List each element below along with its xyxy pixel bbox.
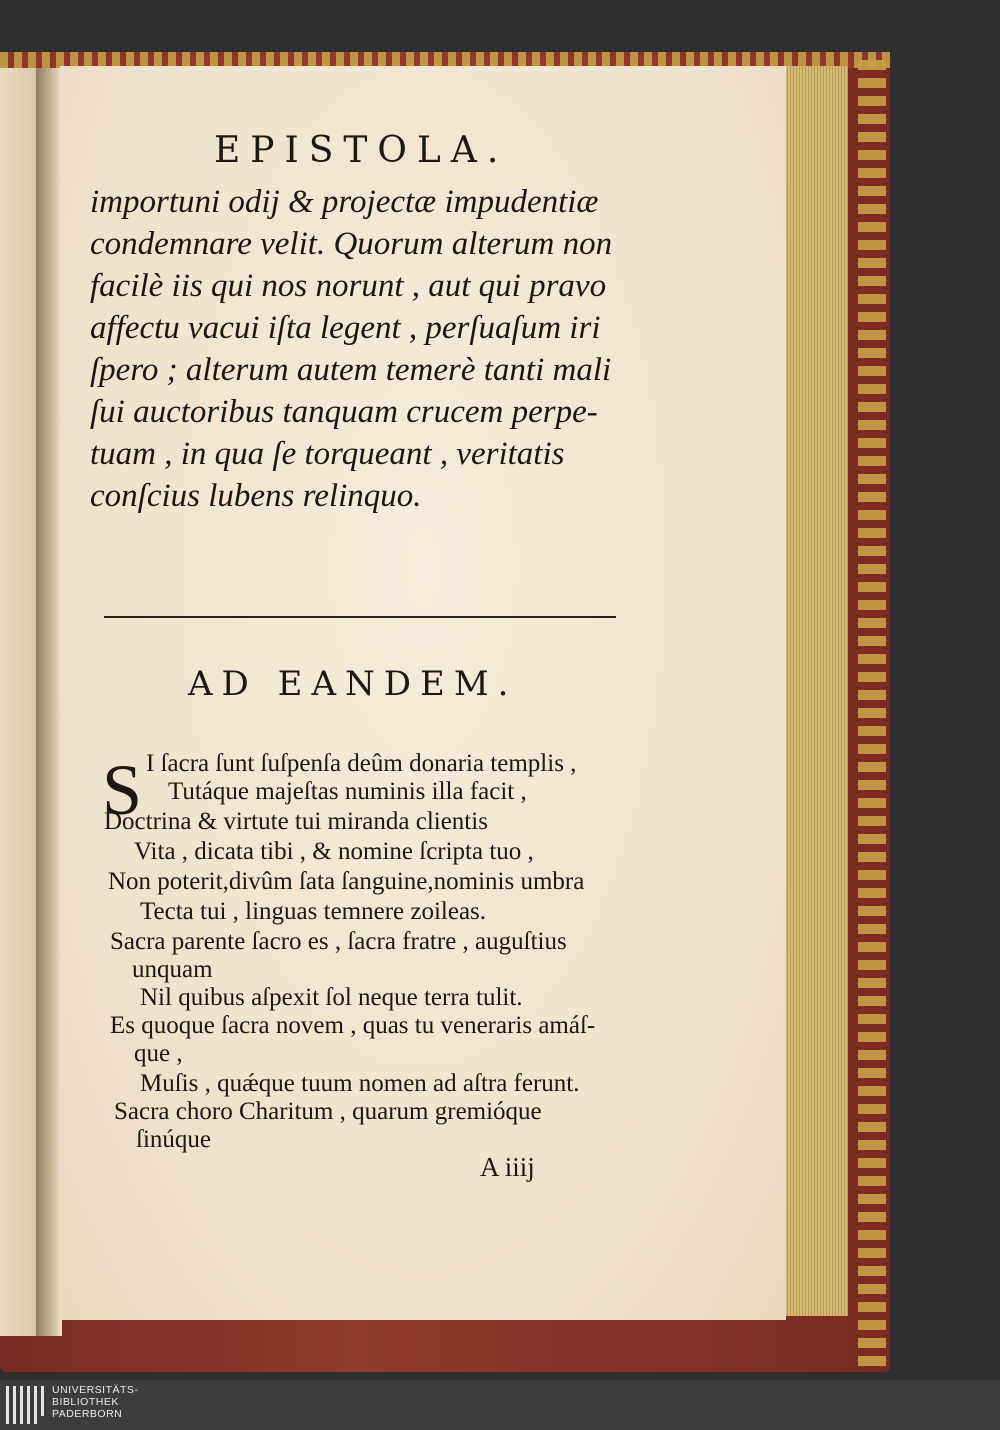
poem-line: Doctrina & virtute tui miranda clientis bbox=[104, 808, 488, 835]
poem-line: Sacra choro Charitum , quarum gremióque bbox=[114, 1098, 542, 1125]
book-gutter bbox=[36, 68, 62, 1336]
prose-line: conſcius lubens relinquo. bbox=[90, 478, 422, 514]
library-footer bbox=[0, 1380, 1000, 1430]
prose-line: affectu vacui iſta legent , perſuaſum iri bbox=[90, 310, 601, 346]
logo-line: UNIVERSITÄTS- bbox=[52, 1384, 139, 1396]
poem-line: Muſis , quǽque tuum nomen ad aſtra ferunt. bbox=[140, 1070, 580, 1097]
prose-line: ſpero ; alterum autem temerè tanti mali bbox=[90, 352, 612, 388]
left-page-edge bbox=[0, 68, 38, 1336]
drop-capital: S bbox=[102, 750, 143, 830]
poem-line: I ſacra ſunt ſuſpenſa deûm donaria templis , bbox=[146, 750, 577, 777]
library-logo-icon bbox=[6, 1386, 46, 1424]
cover-gilt-border-right bbox=[858, 60, 886, 1370]
library-logo-text bbox=[52, 1384, 138, 1420]
prose-line: tuam , in qua ſe torqueant , veritatis bbox=[90, 436, 565, 472]
page-edges bbox=[782, 66, 848, 1316]
running-head: EPISTOLA. bbox=[214, 130, 509, 171]
prose-line: condemnare velit. Quorum alterum non bbox=[90, 226, 613, 262]
book-page bbox=[60, 66, 786, 1320]
section-title: AD EANDEM. bbox=[188, 664, 518, 704]
poem-line: Non poterit,divûm ſata ſanguine,nominis umbra bbox=[108, 868, 585, 895]
signature-mark: A iiij bbox=[480, 1152, 535, 1182]
prose-line: importuni odij & projectæ impudentiæ bbox=[90, 184, 599, 220]
poem-line: Tecta tui , linguas temnere zoileas. bbox=[140, 898, 487, 925]
poem-line: Es quoque ſacra novem , quas tu veneraris amáſ- bbox=[110, 1012, 596, 1039]
logo-line: BIBLIOTHEK bbox=[52, 1396, 119, 1408]
poem-line: Nil quibus aſpexit ſol neque terra tulit. bbox=[140, 984, 523, 1011]
logo-line: PADERBORN bbox=[52, 1408, 123, 1420]
section-divider bbox=[104, 616, 616, 618]
poem-line: Sacra parente ſacro es , ſacra fratre , auguſtius bbox=[110, 928, 567, 955]
poem-line: Vita , dicata tibi , & nomine ſcripta tuo , bbox=[134, 838, 534, 865]
poem-line: ſinúque bbox=[136, 1126, 211, 1153]
poem-line: unquam bbox=[132, 956, 213, 983]
poem-line: que , bbox=[134, 1040, 183, 1067]
prose-line: ſui auctoribus tanquam crucem perpe- bbox=[90, 394, 598, 430]
poem-line: Tutáque majeſtas numinis illa facit , bbox=[168, 778, 527, 805]
prose-line: facilè iis qui nos norunt , aut qui pravo bbox=[90, 268, 607, 304]
